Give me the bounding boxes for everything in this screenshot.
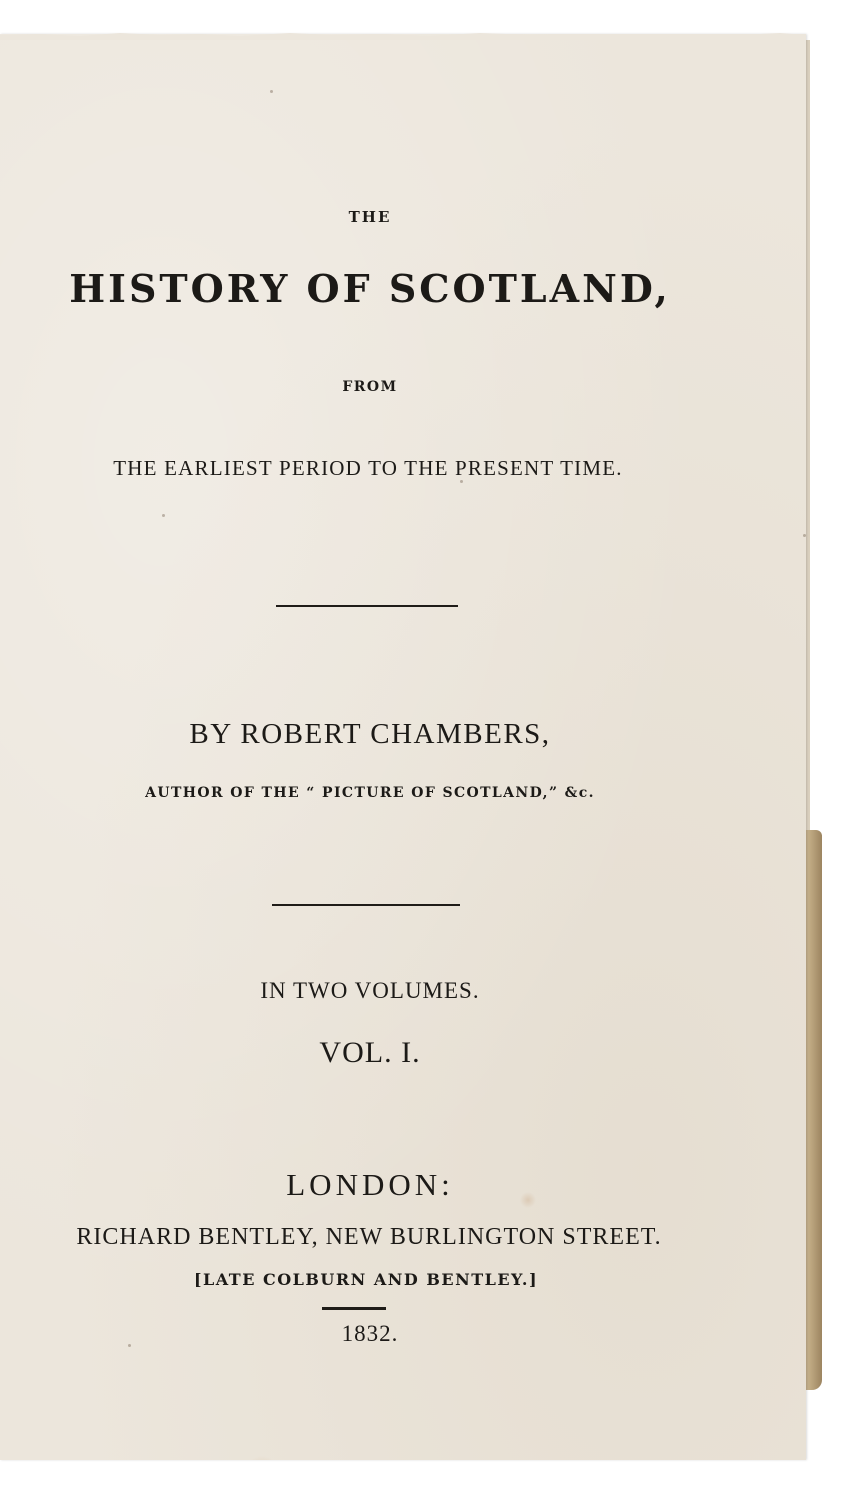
title-article: THE [348,208,392,226]
paper-speck [270,90,273,93]
divider-rule-short [322,1307,386,1310]
subtitle: THE EARLIEST PERIOD TO THE PRESENT TIME. [113,456,623,480]
imprint-publisher-note: [LATE COLBURN AND BENTLEY.] [193,1270,539,1289]
title-from: FROM [342,379,398,395]
divider-rule [276,605,458,607]
imprint-city: LONDON: [286,1167,454,1202]
imprint-publisher: RICHARD BENTLEY, NEW BURLINGTON STREET. [76,1224,662,1250]
paper-speck [803,534,806,537]
author-note: AUTHOR OF THE “ PICTURE OF SCOTLAND,” &c. [145,785,595,801]
deckle-edge [0,30,806,40]
volume-number: VOL. I. [319,1036,421,1069]
title-page [0,34,806,1460]
volume-count: IN TWO VOLUMES. [260,978,480,1003]
main-title: HISTORY OF SCOTLAND, [69,266,671,311]
author-byline: BY ROBERT CHAMBERS, [189,718,551,750]
divider-rule [272,904,460,906]
imprint-year: 1832. [341,1321,399,1346]
paper-speck [162,514,165,517]
